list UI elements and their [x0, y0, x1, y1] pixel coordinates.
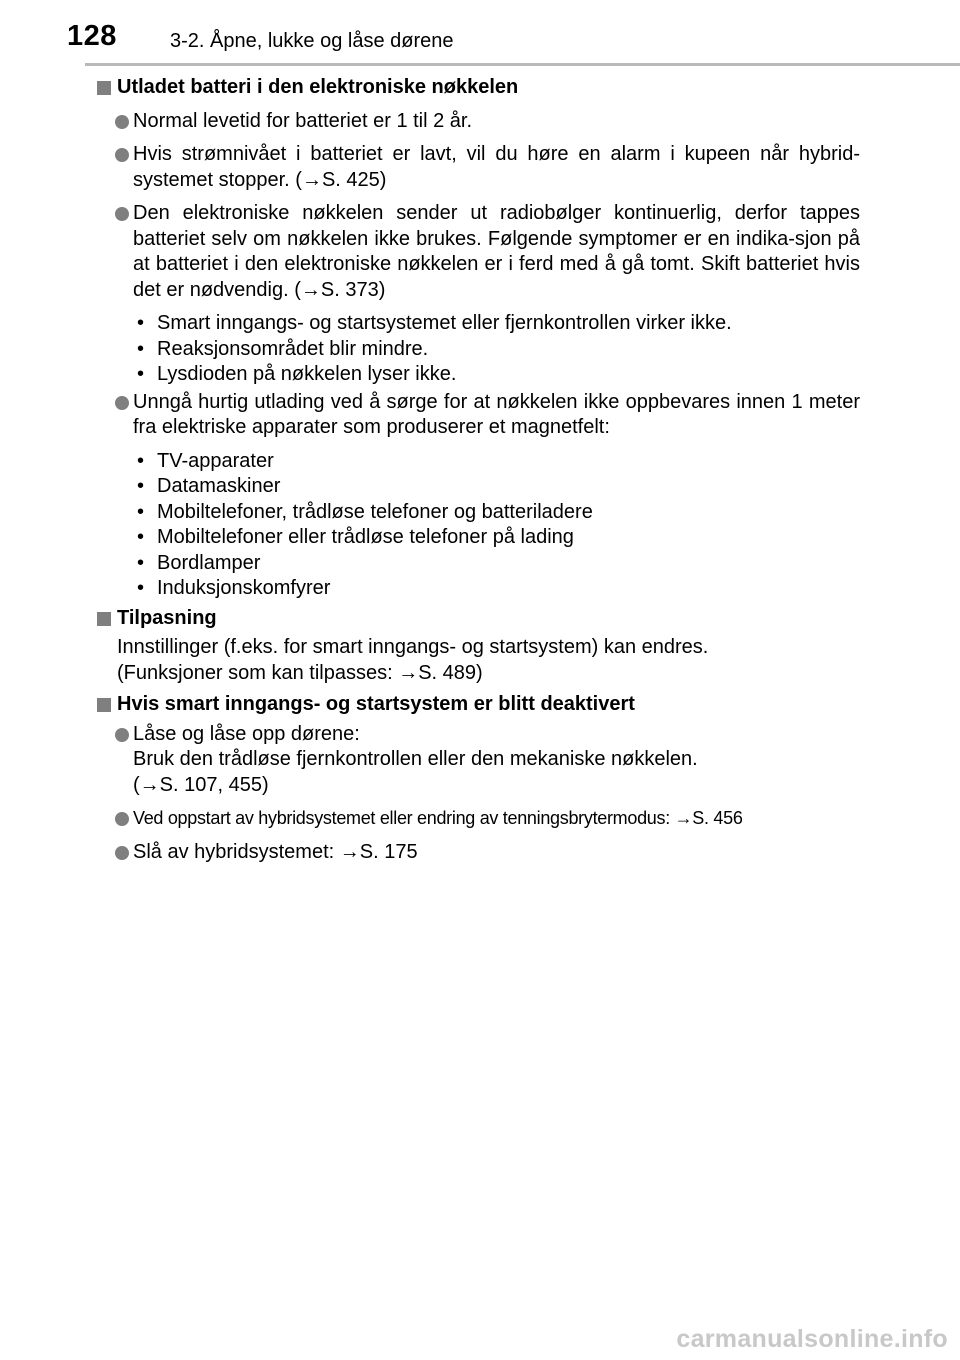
list-item: • Mobiltelefoner, trådløse telefoner og batteriladere [133, 500, 860, 526]
bullet-item [95, 142, 860, 193]
bullet-text: Ved oppstart av hybridsystemet eller endring av tenningsbrytermodus: →S. 456 [133, 808, 743, 828]
bullet-circle-icon [115, 846, 129, 860]
bullet-dot-icon: • [137, 363, 145, 385]
bullet-circle-icon [115, 207, 129, 221]
bullet-text: Normal levetid for batteriet er 1 til 2 år. [133, 109, 473, 132]
section-battery [95, 75, 860, 101]
bullet-item [95, 109, 860, 135]
list-item: • TV-apparater [133, 449, 860, 475]
bullet-dot-icon: • [137, 577, 145, 599]
bullet-text: Hvis strømnivået i batteriet er lavt, vil du høre en alarm i kupeen når hybrid-systemet stopper. (→S. 425) [133, 143, 860, 191]
bullet-item: Låse og låse opp dørene: Bruk den trådløse fjernkontrollen eller den mekaniske nøkkelen. (→S. 107, 455) [95, 722, 860, 799]
list-item: • Datamaskiner [133, 474, 860, 500]
bullet-dot-icon: • [137, 475, 145, 497]
symptom-list [95, 311, 860, 388]
bullet-dot-icon: • [137, 526, 145, 548]
section-square-icon [97, 698, 111, 712]
bullet-text: Den elektroniske nøkkelen sender ut radiobølger kontinuerlig, derfor tappes batteriet selv om nøkkelen ikke brukes. Følgende symptomer er en indika-sjon på at batteriet i den elektroniske nøkkelen er i ferd med å gå tomt. Skift batteriet hvis det er nødvendig. (→S. 373) [133, 202, 860, 301]
list-item: • Lysdioden på nøkkelen lyser ikke. [133, 362, 860, 388]
list-item: • Smart inngangs- og startsystemet eller fjernkontrollen virker ikke. [133, 311, 860, 337]
page-number: 128 [67, 20, 117, 52]
page-content [95, 75, 860, 865]
list-item: • Reaksjonsområdet blir mindre. [133, 337, 860, 363]
list-item: • Induksjonskomfyrer [133, 576, 860, 602]
bullet-item [95, 840, 860, 866]
section-customization [95, 606, 860, 632]
page-header [0, 0, 960, 66]
list-item: • Mobiltelefoner eller trådløse telefoner på lading [133, 525, 860, 551]
list-item: • Bordlamper [133, 551, 860, 577]
paragraph: Innstillinger (f.eks. for smart inngangs- og startsystem) kan endres. (Funksjoner som kan tilpasses: →S. 489) [117, 636, 709, 684]
section-square-icon [97, 612, 111, 626]
bullet-dot-icon: • [137, 312, 145, 334]
section-title: Tilpasning [117, 606, 217, 629]
bullet-circle-icon [115, 812, 129, 826]
section-square-icon [97, 81, 111, 95]
bullet-circle-icon [115, 728, 129, 742]
bullet-circle-icon [115, 148, 129, 162]
header-divider [85, 63, 960, 66]
bullet-item [95, 806, 860, 832]
section-title: Hvis smart inngangs- og startsystem er blitt deaktivert [117, 693, 635, 715]
watermark: carmanualsonline.info [676, 1325, 948, 1353]
section-title: Utladet batteri i den elektroniske nøkkelen [117, 76, 519, 98]
device-list [95, 449, 860, 602]
bullet-text: Unngå hurtig utlading ved å sørge for at nøkkelen ikke oppbevares innen 1 meter fra elektriske apparater som produserer et magnetfelt: [133, 390, 860, 438]
bullet-circle-icon [115, 396, 129, 410]
chapter-title: 3-2. Åpne, lukke og låse dørene [170, 30, 454, 52]
bullet-dot-icon: • [137, 500, 145, 523]
section-deactivated [95, 692, 860, 718]
bullet-dot-icon: • [137, 449, 145, 472]
bullet-item [95, 390, 860, 441]
bullet-text: Slå av hybridsystemet: →S. 175 [133, 840, 418, 863]
bullet-dot-icon: • [137, 337, 145, 360]
bullet-item [95, 201, 860, 303]
bullet-circle-icon [115, 115, 129, 129]
bullet-dot-icon: • [137, 551, 145, 574]
